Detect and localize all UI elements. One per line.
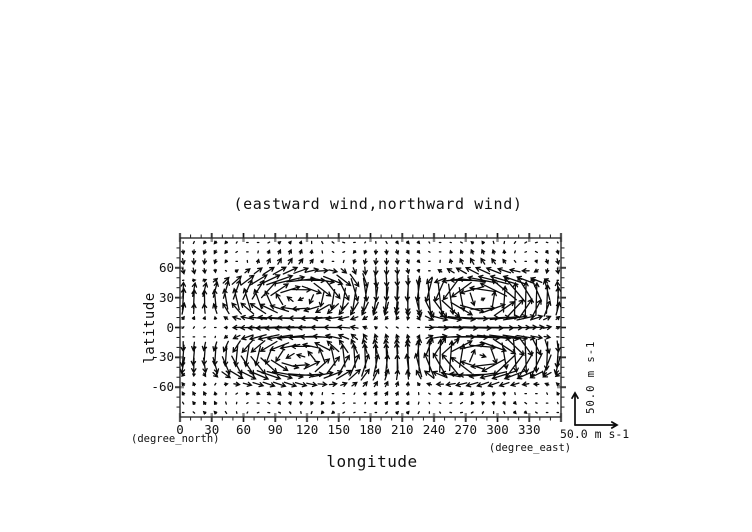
x-tick-label: 60 [235, 422, 252, 437]
x-tick-label: 180 [359, 422, 382, 437]
reference-vector-y-label: 50.0 m s-1 [584, 340, 597, 414]
reference-vector-x-label: 50.0 m s-1 [560, 427, 630, 441]
y-axis-title: latitude [142, 292, 158, 364]
x-tick-label: 120 [295, 422, 319, 437]
x-axis-unit-label: (degree_east) [488, 442, 572, 454]
x-tick-label: 330 [517, 422, 541, 437]
x-tick-label: 90 [267, 422, 283, 437]
quiver-field [180, 241, 560, 414]
x-tick-label: 30 [204, 422, 220, 437]
x-tick-label: 210 [390, 422, 414, 437]
y-tick-label: -60 [151, 379, 174, 395]
wind-arrows [180, 241, 560, 414]
y-tick-label: -30 [151, 349, 174, 365]
chart-title: (eastward wind,northward wind) [233, 195, 523, 213]
x-tick-label: 150 [327, 422, 351, 437]
y-axis-unit-label: (degree_north) [131, 433, 220, 445]
x-tick-label: 0 [176, 422, 184, 437]
y-tick-label: 60 [158, 259, 174, 275]
y-tick-label: 0 [166, 319, 174, 335]
x-tick-label: 270 [454, 422, 478, 437]
x-axis-title: longitude [326, 452, 418, 471]
reference-vector-y-arrow [572, 393, 578, 425]
x-tick-label: 240 [422, 422, 446, 437]
x-tick-label: 300 [486, 422, 509, 437]
y-tick-label: 30 [158, 289, 174, 305]
